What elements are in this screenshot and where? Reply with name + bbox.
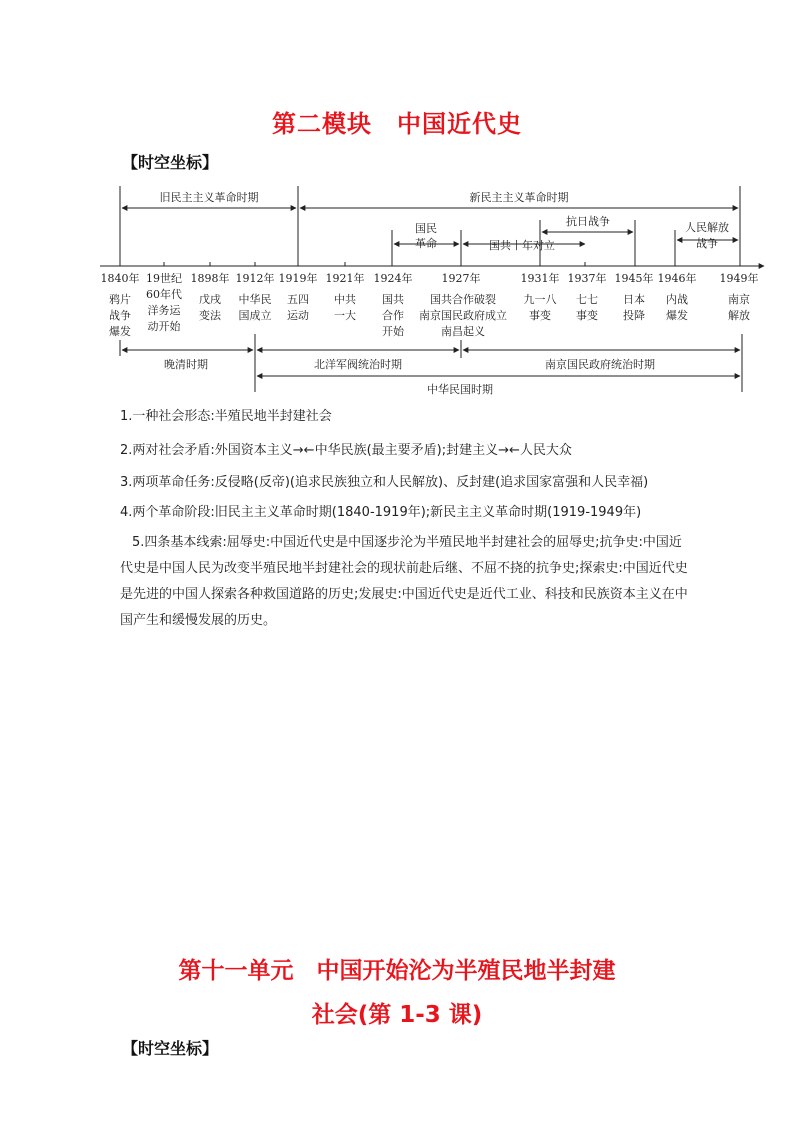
event-cpc-1: 中共 — [334, 293, 356, 306]
event-1927-3: 南昌起义 — [441, 325, 485, 338]
event-yangwu-1: 洋务运 — [147, 304, 181, 317]
event-may4-2: 运动 — [287, 309, 309, 322]
event-may4-1: 五四 — [287, 293, 309, 306]
year-1919: 1919年 — [278, 272, 318, 285]
point-3: 3.两项革命任务:反侵略(反帝)(追求民族独立和人民解放)、反封建(追求国家富强和人民幸福) — [120, 475, 649, 490]
label-national-revolution-1: 国民 — [415, 222, 437, 235]
point-2: 2.两对社会矛盾:外国资本主义→←中华民族(最主要矛盾);封建主义→←人民大众 — [120, 443, 572, 458]
event-wuxu-1: 戊戌 — [199, 293, 221, 306]
event-918-2: 事变 — [529, 309, 551, 322]
year-1927: 1927年 — [441, 272, 481, 285]
event-opium-1: 鸦片 — [109, 293, 131, 306]
label-new-democratic: 新民主主义革命时期 — [469, 191, 569, 204]
point-1: 1.一种社会形态:半殖民地半封建社会 — [120, 409, 332, 424]
event-roc-2: 国成立 — [238, 309, 272, 322]
label-nanjing: 南京国民政府统治时期 — [545, 358, 655, 371]
point-5: 5.四条基本线索:屈辱史:中国近代史是中国逐步沦为半殖民地半封建社会的屈辱史;抗争史:中国近代史是中国人民为改变半殖民地半封建社会的现状前赴后继、不屈不挠的抗争史;探索史:中国近代史是先进的中国人探索各种救国道路的历史;发展史:中国近代史是近代工业、科技和民族资本主义在中国产生和缓慢发展的历史。 — [120, 535, 688, 628]
event-1927-1: 国共合作破裂 — [430, 293, 496, 306]
event-kmt-cpc-2: 合作 — [382, 309, 404, 322]
event-surrender-1: 日本 — [623, 293, 645, 306]
year-1840: 1840年 — [100, 272, 140, 285]
label-national-revolution-2: 革命 — [415, 237, 437, 250]
label-beiyang: 北洋军阀统治时期 — [314, 358, 402, 371]
event-kmt-cpc-3: 开始 — [382, 325, 404, 338]
event-opium-3: 爆发 — [109, 325, 131, 338]
event-77-2: 事变 — [576, 309, 598, 322]
event-roc-1: 中华民 — [238, 293, 272, 306]
label-ten-year: 国共十年对立 — [489, 239, 555, 252]
event-kmt-cpc-1: 国共 — [382, 293, 404, 306]
section-label-2: 【时空坐标】 — [122, 1039, 219, 1058]
label-anti-japan: 抗日战争 — [566, 215, 610, 228]
event-nanjing-2: 解放 — [728, 309, 750, 322]
year-19c: 19世纪 — [146, 272, 182, 285]
module-title: 第二模块 中国近代史 — [272, 110, 522, 138]
event-nanjing-1: 南京 — [728, 293, 750, 306]
unit-title-line1: 第十一单元 中国开始沦为半殖民地半封建 — [178, 958, 616, 984]
event-civilwar-2: 爆发 — [666, 309, 688, 322]
label-old-democratic: 旧民主主义革命时期 — [159, 191, 259, 204]
point-4: 4.两个革命阶段:旧民主主义革命时期(1840-1919年);新民主主义革命时期(1919-1949年) — [120, 505, 642, 520]
event-77-1: 七七 — [576, 293, 598, 306]
year-1921: 1921年 — [325, 272, 365, 285]
event-surrender-2: 投降 — [623, 309, 645, 322]
year-1937: 1937年 — [567, 272, 607, 285]
year-1949: 1949年 — [719, 272, 759, 285]
event-yangwu-2: 动开始 — [147, 320, 181, 333]
event-918-1: 九一八 — [523, 293, 557, 306]
year-1924: 1924年 — [373, 272, 413, 285]
year-60s: 60年代 — [146, 288, 182, 301]
label-liberation-2: 战争 — [696, 237, 718, 250]
year-1931: 1931年 — [520, 272, 560, 285]
event-1927-2: 南京国民政府成立 — [419, 309, 507, 322]
year-1898: 1898年 — [190, 272, 230, 285]
year-1912: 1912年 — [235, 272, 275, 285]
year-1946: 1946年 — [657, 272, 697, 285]
event-cpc-2: 一大 — [334, 309, 356, 322]
section-label: 【时空坐标】 — [122, 153, 219, 172]
timeline-diagram — [0, 0, 794, 420]
year-1945: 1945年 — [614, 272, 654, 285]
event-civilwar-1: 内战 — [666, 293, 688, 306]
label-republic: 中华民国时期 — [427, 383, 493, 396]
label-liberation-1: 人民解放 — [685, 221, 729, 234]
event-opium-2: 战争 — [109, 309, 131, 322]
unit-title-line2: 社会(第 1-3 课) — [311, 1002, 483, 1028]
label-late-qing: 晚清时期 — [164, 358, 208, 371]
event-wuxu-2: 变法 — [199, 309, 221, 322]
